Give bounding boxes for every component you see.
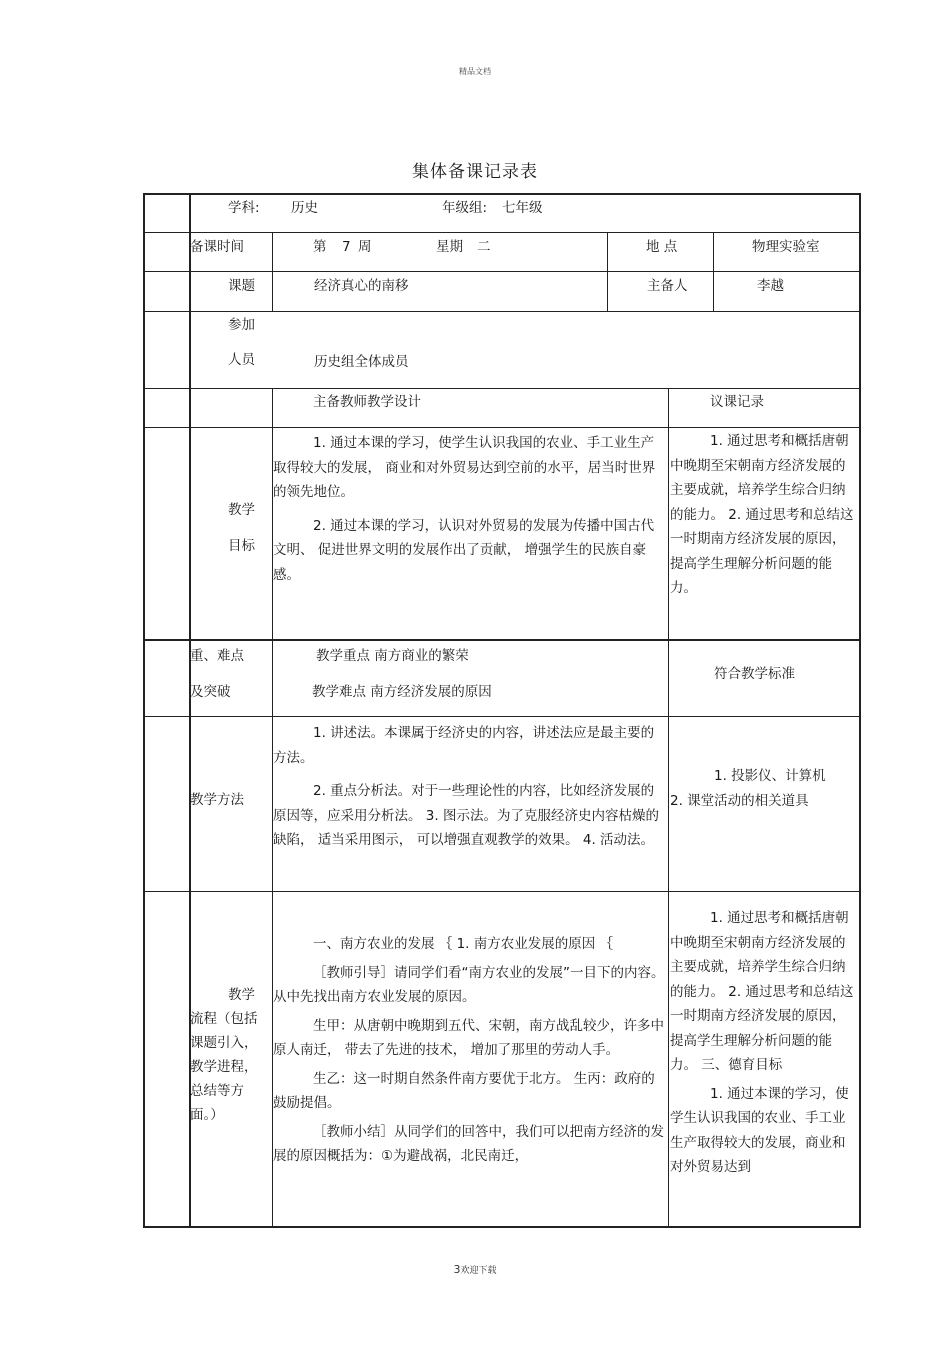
- process-design-p1: 一、南方农业的发展 ｛ 1. 南方农业发展的原因 ｛: [313, 936, 614, 952]
- week-prefix: 第: [313, 239, 327, 255]
- goals-record-text: 1. 通过思考和概括唐朝中晚期至宋朝南方经济发展的主要成就，培养学生综合归纳的能力。 2. 通过思考和总结这一时期南方经济发展的原因，提高学生理解分析问题的能力。: [670, 433, 854, 596]
- process-design-p4: 生乙：这一时期自然条件南方要优于北方。 生丙：政府的鼓励提倡。: [273, 1070, 655, 1111]
- goals-design-p1: 1. 通过本课的学习，使学生认识我国的农业、手工业生产取得较大的发展， 商业和对外贸易达到空前的水平，居当时世界的领先地位。: [273, 435, 656, 500]
- lead-teacher-label: 主备人: [647, 278, 688, 294]
- methods-design: [273, 721, 665, 862]
- topic-value: 经济真心的南移: [314, 278, 409, 294]
- lead-teacher-value: 李越: [757, 278, 784, 294]
- methods-record-text: 1. 投影仪、计算机 2. 课堂活动的相关道具: [670, 768, 826, 809]
- keypoints-label-2: 及突破: [190, 684, 231, 700]
- design-heading: 主备教师教学设计: [313, 394, 421, 410]
- goals-label-2: 目标: [228, 538, 255, 554]
- process-label-3: 课题引入，: [190, 1035, 258, 1051]
- grade-label: 年级组:: [442, 200, 488, 216]
- goals-label-1: 教学: [228, 502, 255, 518]
- participants-label-2: 人员: [228, 352, 255, 368]
- process-label-4: 教学进程，: [190, 1059, 258, 1075]
- header-note: 精品文档: [459, 67, 491, 76]
- goals-design-p2: 2. 通过本课的学习，认识对外贸易的发展为传播中国古代文明、 促进世界文明的发展作出了贡献， 增强学生的民族自豪感。: [273, 517, 655, 583]
- keypoints-label-1: 重、难点: [190, 648, 244, 664]
- difficulty: 教学难点 南方经济发展的原因: [312, 684, 492, 700]
- goals-record: [670, 429, 858, 610]
- week-number: 7: [342, 239, 351, 255]
- page-title: 集体备课记录表: [412, 162, 538, 182]
- process-label-1: 教学: [228, 987, 255, 1003]
- record-heading: 议课记录: [710, 394, 764, 410]
- key-point: 教学重点 南方商业的繁荣: [316, 648, 469, 664]
- process-design: [273, 932, 665, 1224]
- weekday-label: 星期: [436, 239, 463, 255]
- process-design-p3: 生甲：从唐朝中晚期到五代、宋朝，南方战乱较少，许多中原人南迁， 带去了先进的技术， 增加了那里的劳动人手。: [273, 1017, 664, 1058]
- process-record-p1: 1. 通过思考和概括唐朝中晚期至宋朝南方经济发展的主要成就，培养学生综合归纳的能力。 2. 通过思考和总结这一时期南方经济发展的原因，提高学生理解分析问题的能力。 三、德育目标: [670, 910, 854, 1073]
- methods-design-p2: 2. 重点分析法。对于一些理论性的内容，比如经济发展的原因等，应采用分析法。 3. 图示法。为了克服经济史内容枯燥的缺陷， 适当采用图示， 可以增强直观教学的效果。 4. 活动法。: [273, 783, 659, 848]
- grade-value: 七年级: [502, 200, 543, 216]
- methods-label: 教学方法: [190, 792, 244, 808]
- process-record: [670, 906, 858, 1224]
- process-record-p2: 1. 通过本课的学习，使学生认识我国的农业、手工业生产取得较大的发展，商业和对外贸易达到: [670, 1085, 849, 1175]
- footer-note: [0, 1263, 950, 1276]
- methods-design-p1: 1. 讲述法。本课属于经济史的内容，讲述法应是最主要的方法。: [273, 725, 655, 766]
- keypoints-record: 符合教学标准: [714, 666, 795, 682]
- prep-time-label: 备课时间: [190, 239, 244, 255]
- process-label-6: 面。）: [190, 1107, 224, 1123]
- goals-design: [273, 431, 665, 596]
- process-label-5: 总结等方: [190, 1083, 244, 1099]
- participants-label-1: 参加: [228, 317, 255, 333]
- page-number: 3: [453, 1263, 461, 1276]
- process-design-p5: ［教师小结］从同学们的回答中，我们可以把南方经济的发展的原因概括为：①为避战祸，北民南迁，: [273, 1123, 664, 1164]
- methods-record: [670, 764, 835, 822]
- weekday-value: 二: [477, 239, 491, 255]
- process-design-p2: ［教师引导］请同学们看“南方农业的发展”一目下的内容。从中先找出南方农业发展的原因。: [273, 964, 665, 1005]
- process-label-2: 流程（包括: [190, 1011, 258, 1027]
- place-value: 物理实验室: [752, 239, 820, 255]
- subject-value: 历史: [291, 200, 318, 216]
- footer-text: 欢迎下载: [460, 1266, 497, 1276]
- topic-label: 课题: [228, 278, 255, 294]
- week-suffix: 周: [358, 239, 372, 255]
- participants-value: 历史组全体成员: [314, 354, 409, 370]
- place-label: 地 点: [646, 239, 678, 255]
- subject-label: 学科:: [228, 200, 260, 216]
